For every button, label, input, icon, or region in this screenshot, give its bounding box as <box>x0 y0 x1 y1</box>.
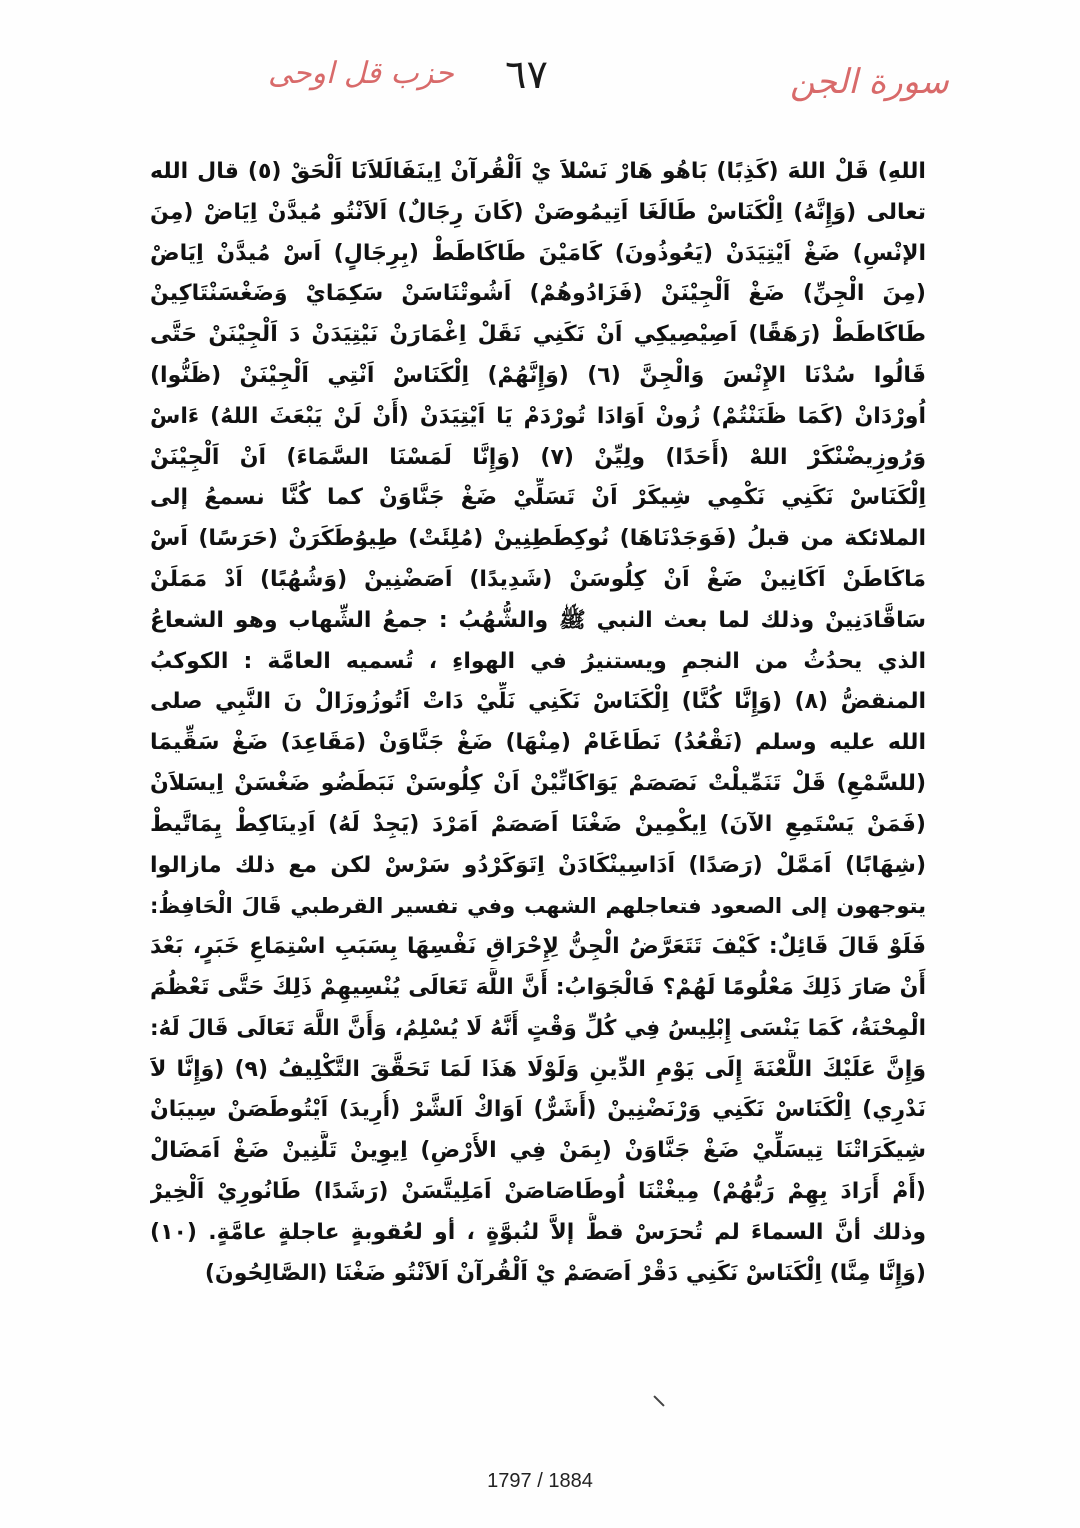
handwritten-hizb-note: حزب قل اوحى <box>268 56 454 91</box>
text-line: الإنْسِ) ضَغْ اَيْتِيَدَنْ (يَعُوذُونَ) كَامَيْنَ طَاكَاطَطْ (بِرِجَالٍ) اَسْ مُيدَّنْ اِيَاضْ <box>150 240 926 266</box>
text-line: اُورْدَانْ (كَمَا ظَنَنْتُمْ) زُونْ اَوَادَا تُورْدَمْ يَا اَيْتِيَدَنْ (أَنْ لَنْ يَبْعَثَ اللهُ) ءَاسْ <box>150 403 926 429</box>
text-line: سَاقَّادَنِينْ وذلك لما بعث النبي ﷺ والشُّهُبُ : جمعُ الشِّهاب وهو الشعاعُ <box>150 607 926 633</box>
text-line: (شِهَابًا) اَمَمَّلْ (رَصَدًا) اَدَاسِينْكَادَنْ اِتَوَكَرْدُو سَرْسْ لكن مع ذلك مازالوا <box>150 852 926 878</box>
text-line: (للسَّمْعِ) قَلْ تَنَمِّيلْتْ نَصَصَمْ يَوَاكَانِّيْنْ اَنْ كِلُوسَنْ نَبَطَضُو ضَغْسَنْ اِيسَلاَنْ <box>150 770 926 796</box>
text-line: طَاكَاطَطْ (رَهَقًا) اَصِيْصِيكِي اَنْ نَكَنِي نَقَلْ اِغْمَارَنْ نَيْتِيَدَنْ دَ اَلْجِيْنَنْ حَتَّى <box>150 322 926 348</box>
text-line: اِلْكَنَاسْ نَكَنِي نَكْمِي شِيكَرْ اَنْ تَسَلِّيْ ضَغْ جَنَّاوَنْ كما كُنَّا نسمعُ إلى <box>150 485 926 511</box>
text-line: يتوجهون إلى الصعود فتعاجلهم الشهب وفي تفسير القرطبي قَالَ الْحَافِظُ: <box>150 894 926 919</box>
body-text <box>150 152 926 1294</box>
text-line: (فَمَنْ يَسْتَمِعِ الآنَ) اِيكْمِينْ ضَغْنَا اَصَصَمْ اَمَرْدَ (يَجِدْ لَهُ) اَدِينَاكِطْ يِمَاتَّيطْ <box>150 811 926 837</box>
text-line: (مِنَ الْجِنِّ) ضَغْ اَلْجِيْنَنْ (فَزَادُوهُمْ) اَشُوتْنَاسَنْ سَكِمَايْ وَضَغْسَنْتَاكِينْ <box>150 281 926 307</box>
text-line: مَاكَاطَنْ اَكَانِينْ ضَغْ اَنْ كِلُوسَنْ (شَدِيدًا) اَصَضْنِينْ (وَشُهُبًا) اَدْ مَمَلَنْ <box>150 566 926 592</box>
text-line: الملائكة من قبلُ (فَوَجَدْنَاهَا) نُوكِطَطِنِينْ (مُلِئَتْ) طِيوُطَكَرَنْ (حَرَسًا) اَسْ <box>150 526 926 552</box>
text-line: وَرُوزِيضْنْكَرْ اللهْ (أَحَدًا) ولِيِّنْ (٧) (وَإِنَّا لَمَسْنَا السَّمَاءَ) اَنْ اَلْجِيْنَنْ <box>150 444 926 470</box>
text-line: الذي يحدُثُ من النجمِ ويستنيرُ في الهواءِ ، تُسميه العامَّة : الكوكبُ <box>150 648 926 674</box>
text-line: الله عليه وسلم (نَقْعُدُ) نَطَاغَامْ (مِنْهَا) ضَغْ جَنَّاوَنْ (مَقَاعِدَ) ضَغْ سَقِّيمَا <box>150 730 926 756</box>
text-line: (وَإِنَّا مِنَّا) اِلْكَنَاسْ نَكَنِي دَقْرْ اَصَصَمْ يْ اَلْقُرآنْ اَلاَنْتُو ضَغْنَا (الصَّالِحُونَ) <box>204 1260 926 1286</box>
text-line: نَدْرِي) اِلْكَنَاسْ نَكَنِي وَرْنَضْنِينْ (أَشَرٌّ) اَوَاكْ اَلشَّرْ (أُرِيدَ) اَيْتُوطَصَنْ سِيبَانْ <box>150 1097 926 1123</box>
pen-mark <box>653 1395 664 1406</box>
text-line: وَإِنَّ عَلَيْكَ اللَّعْنَةَ إِلَى يَوْمِ الدِّينِ وَلَوْلَا هَذَا لَمَا تَحَقَّقَ التَّكْلِيفُ (٩) (وَإِنَّا لاَ <box>150 1056 926 1082</box>
text-line: (أَمْ أَرَادَ بِهِمْ رَبُّهُمْ) مِيغْتْنَا اُوطَاصَاصَنْ اَمَلِيتَّسَنْ (رَشَدًا) طَانُورِيْ اَلْخِيرْ <box>150 1178 926 1204</box>
handwritten-surah-note: سورة الجن <box>790 62 949 102</box>
text-line: الْمِحْنَةُ، كَمَا يَنْسَى إِبْلِيسُ فِي كُلِّ وَقْتٍ أَنَّهُ لَا يُسْلِمُ، وَأَنَّ اللَّهَ تَعَالَى قَالَ لَهُ: <box>150 1015 926 1041</box>
page-number-arabic: ٦٧ <box>505 52 548 98</box>
text-line: فَلَوْ قَالَ قَائِلٌ: كَيْفَ تَتَعَرَّضُ الْجِنُّ لِإِحْرَاقِ نَفْسِهَا بِسَبَبِ اسْتِمَاعِ خَبَرٍ، بَعْدَ <box>150 934 926 960</box>
text-line: قَالُوا سُدْنَا الإِنْسَ وَالْجِنَّ (٦) (وَإِنَّهُمْ) اِلْكَنَاسْ اَنْتِي اَلْجِيْنَنْ (ظَنُّوا) <box>150 362 926 388</box>
text-line: شِيكَرَاتْنَا تِيسَلِّيْ ضَغْ جَنَّاوَنْ (بِمَنْ فِي الأَرْضِ) اِيوِينْ تَلَّنِينْ ضَغْ اَمَضَالْ <box>150 1138 926 1164</box>
page-counter: 1797 / 1884 <box>487 1470 593 1492</box>
text-line: تعالى (وَإِنَّهُ) اِلْكَنَاسْ طَالَغَا اَتِيمُوصَنْ (كَانَ رِجَالٌ) اَلاَنْتُو مُيدَّنْ اِيَاضْ (مِنَ <box>150 199 926 225</box>
text-line: اللهِ) قَلْ اللهَ (كَذِبًا) بَاهُو هَارْ نَسْلاَ يْ اَلْقُرآنْ اِينَفَالَلاَنَا اَلْحَقْ (٥) قال الله <box>150 159 926 184</box>
text-line: المنقضُّ (٨) (وَإِنَّا كُنَّا) اِلْكَنَاسْ نَكَنِي نَلِّيْ دَاتْ اَتُوزُوزَالْ نَ النَّبِي صلى <box>150 689 926 715</box>
text-line: أَنْ صَارَ ذَلِكَ مَعْلُومًا لَهُمْ؟ فَالْجَوَابُ: أَنَّ اللَّهَ تَعَالَى يُنْسِيهِمْ ذَلِكَ حَتَّى تَعْظُمَ <box>150 974 926 1000</box>
text-line: وذلك أنَّ السماءَ لم تُحرَسْ قطُّ إلاَّ لنُبوَّةٍ ، أو لعُقوبةٍ عاجلةٍ عامَّةٍ. (١٠) <box>150 1219 926 1245</box>
